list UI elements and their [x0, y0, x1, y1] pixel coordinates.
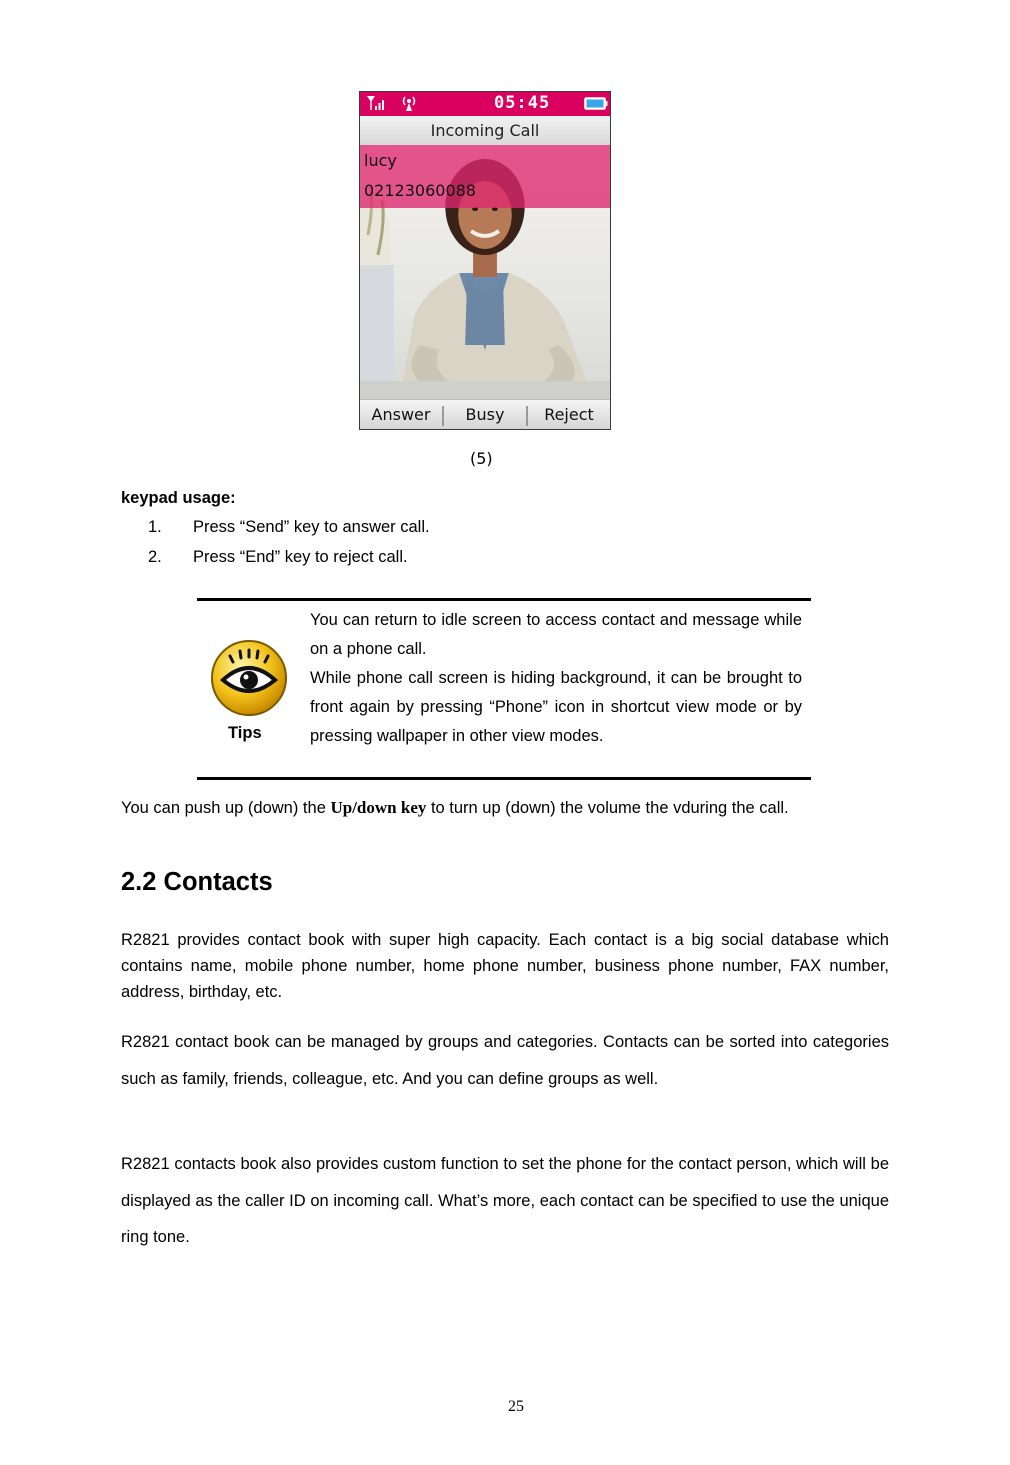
battery-icon [584, 97, 608, 110]
figure-caption: (5) [470, 449, 493, 468]
list-item [148, 516, 430, 546]
caller-number: 02123060088 [364, 181, 476, 200]
tips-line: While phone call screen is hiding background, it can be brought to front again by pressing “Phone” icon in shortcut view mode or by pressing wallpaper in other view modes. [310, 669, 802, 745]
eye-icon [209, 638, 289, 718]
caller-info-panel [360, 145, 610, 208]
phone-status-bar [360, 92, 610, 116]
keypad-usage-title: keypad usage: [121, 489, 236, 507]
list-item [148, 546, 430, 576]
busy-softkey[interactable]: Busy [465, 405, 505, 424]
keypad-steps-list [148, 516, 430, 576]
step-number: 2. [148, 548, 162, 566]
step-text: Press “Send” key to answer call. [193, 518, 430, 536]
section-heading: 2.2 Contacts [121, 868, 273, 896]
contacts-paragraph: R2821 provides contact book with super high capacity. Each contact is a big social database which contains name, mobile phone number, home phone number, business phone number, FAX number, address, birthday, etc. [121, 931, 889, 1001]
tips-text [310, 606, 802, 751]
answer-softkey[interactable]: Answer [371, 405, 431, 424]
tips-box [197, 598, 811, 780]
phone-screen-title: Incoming Call [360, 116, 610, 146]
step-number: 1. [148, 518, 162, 536]
signal-icon [366, 95, 386, 111]
phone-clock: 05:45 [494, 93, 551, 113]
phone-screenshot [359, 91, 611, 430]
contacts-paragraph: R2821 contact book can be managed by groups and categories. Contacts can be sorted into categories such as family, friends, colleague, etc. And you can define groups as well. [121, 1033, 889, 1088]
phone-softkey-bar [360, 399, 610, 430]
tips-label: Tips [228, 724, 262, 742]
contacts-paragraph: R2821 contacts book also provides custom function to set the phone for the contact person, which will be displayed as the caller ID on incoming call. What’s more, each contact can be specified to use the unique ring tone. [121, 1155, 889, 1246]
volume-paragraph [121, 795, 889, 821]
volume-text-before: You can push up (down) the [121, 799, 331, 817]
volume-text-after: to turn up (down) the volume the vduring the call. [426, 799, 789, 817]
reject-softkey[interactable]: Reject [544, 405, 594, 424]
step-text: Press “End” key to reject call. [193, 548, 408, 566]
page-number: 25 [508, 1398, 524, 1415]
antenna-icon [400, 95, 418, 112]
volume-key-name: Up/down key [330, 798, 427, 817]
caller-name: lucy [364, 151, 397, 170]
tips-line: You can return to idle screen to access contact and message while on a phone call. [310, 611, 802, 658]
